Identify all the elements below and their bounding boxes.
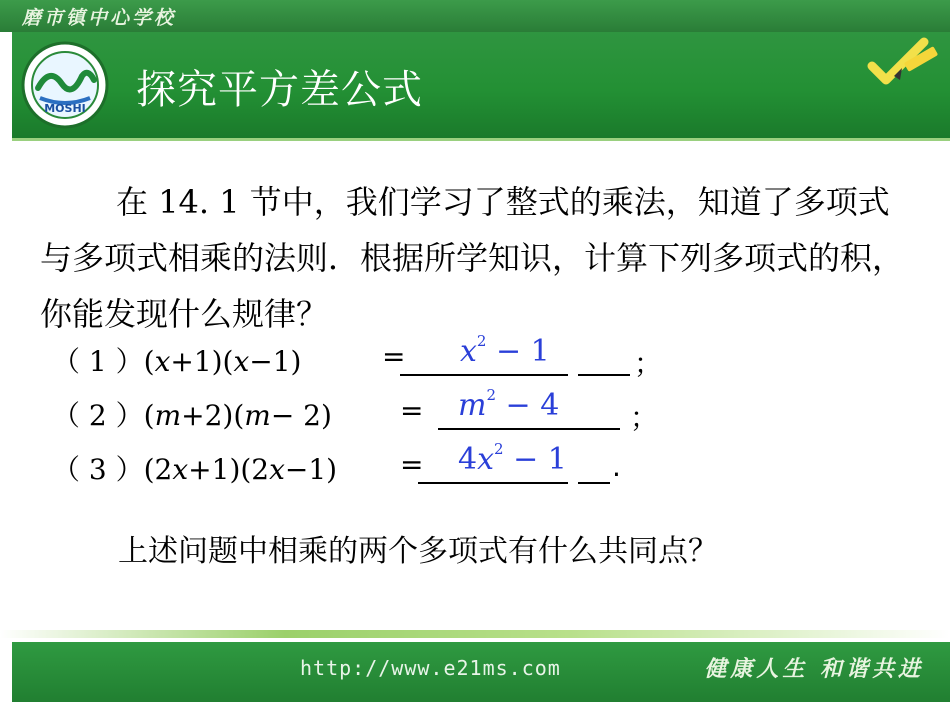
- intro-paragraph: [40, 174, 920, 342]
- equals-sign: =: [400, 448, 424, 481]
- equation-expression: (m+2)(m− 2): [143, 399, 332, 432]
- equals-sign: =: [400, 394, 424, 427]
- equation-expression: (x+1)(x−1): [143, 345, 302, 378]
- equation-label: （ 3 ）: [52, 453, 144, 486]
- answer-blank: [418, 482, 568, 484]
- answer-blank: [438, 428, 620, 430]
- school-name: 磨市镇中心学校: [22, 7, 177, 29]
- equation-end: ；: [630, 401, 659, 434]
- footer-divider: [0, 630, 950, 638]
- pencil-check-icon: [864, 36, 944, 88]
- intro-text: 节中，我们学习了整式的乘法，知道了多项式与多项式相乘的法则．根据所学知识，计算下列多项式的积，你能发现什么规律？: [40, 183, 905, 333]
- equation-3: [52, 448, 337, 488]
- title-band: [12, 32, 950, 141]
- answer-3: $4x^2 - 1$: [458, 440, 567, 477]
- website-url[interactable]: http://www.e21ms.com: [300, 656, 561, 680]
- answer-blank-tail: [578, 374, 630, 376]
- question-text: 上述问题中相乘的两个多项式有什么共同点？: [118, 534, 718, 569]
- equation-expression: (2x+1)(2x−1): [143, 453, 338, 486]
- equation-1: [52, 340, 301, 380]
- school-logo-icon: [20, 40, 110, 130]
- answer-1: $x^2 - 1$: [460, 332, 550, 369]
- intro-prefix: 在: [116, 183, 159, 221]
- page-title: 探究平方差公式: [136, 67, 423, 113]
- answer-2: $m^2 - 4$: [458, 386, 560, 423]
- equation-end: ；: [634, 347, 663, 380]
- equation-2: [52, 394, 332, 434]
- footer-band: [12, 642, 950, 702]
- school-banner: [0, 0, 950, 32]
- answer-blank-tail: [578, 482, 610, 484]
- equals-sign: =: [382, 340, 406, 373]
- section-number: 14. 1: [158, 183, 240, 221]
- school-motto: 健康人生 和谐共进: [704, 656, 924, 682]
- equation-label: （ 1 ）: [52, 345, 144, 378]
- equation-end: .: [612, 450, 621, 483]
- logo-label: MOSHI: [44, 102, 86, 115]
- equation-label: （ 2 ）: [52, 399, 144, 432]
- answer-blank: [400, 374, 568, 376]
